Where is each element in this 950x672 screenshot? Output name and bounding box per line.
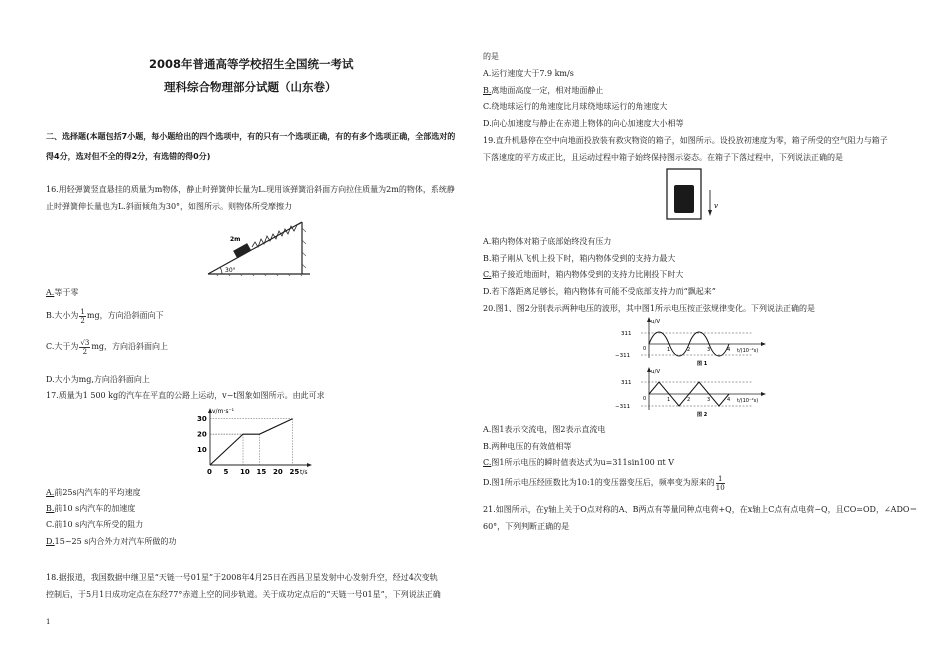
page-number: 1 <box>46 618 51 626</box>
fig2-bottom-label: −311 <box>615 404 631 410</box>
q19-option-a[interactable]: A.箱内物体对箱子底部始终没有压力 <box>483 237 612 246</box>
fig2-caption: 图 2 <box>697 412 708 418</box>
incline-slope <box>208 222 302 274</box>
fig1-y-label: u/V <box>651 319 661 325</box>
q18-option-a[interactable]: A.运行速度大于7.9 km/s <box>483 69 574 78</box>
fig1-x-label: t/(10⁻²s) <box>737 348 759 354</box>
q16-option-a[interactable]: A.等于零 <box>46 288 79 297</box>
x-tick-label: 0 <box>207 468 212 476</box>
velocity-arrow-head <box>708 210 712 216</box>
q17-option-c[interactable]: C.前10 s内汽车所受的阻力 <box>46 520 144 529</box>
guide-lines <box>210 419 293 465</box>
section-heading-line-2: 得4分，选对但不全的得2分，有选错的得0分) <box>46 152 211 161</box>
angle-arc <box>220 268 222 275</box>
y-tick-label: 10 <box>197 446 207 455</box>
q19-stem-line-2: 下落速度的平方成正比，且运动过程中箱子始终保持图示姿态。在箱子下落过程中，下列说法正确的是 <box>483 153 843 162</box>
q16-option-c[interactable]: C.大于为 $\frac{√3}{2}$ mg，方向沿斜面向上 <box>46 338 169 356</box>
fig1-tick-4: 4 <box>727 347 731 353</box>
fig2-x-arrow <box>761 392 766 396</box>
fig1-tick-3: 3 <box>707 347 711 353</box>
y-axis-label: v/m·s⁻¹ <box>212 408 235 415</box>
fig2-x-label: t/(10⁻²s) <box>737 398 759 404</box>
q19-option-b[interactable]: B.箱子刚从飞机上投下时，箱内物体受到的支持力最大 <box>483 254 676 263</box>
q20-option-b[interactable]: B.两种电压的有效值相等 <box>483 442 572 451</box>
q17-stem: 17.质量为1 500 kg的汽车在平直的公路上运动，v−t图象如图所示。由此可求 <box>46 391 325 400</box>
fig1-bottom-label: −311 <box>615 353 631 359</box>
q18-option-c[interactable]: C.绕地球运行的角速度比月球绕地球运行的角速度大 <box>483 102 668 111</box>
q20-option-a[interactable]: A.图1表示交流电，图2表示直流电 <box>483 425 606 434</box>
fig1-x-arrow <box>761 342 766 346</box>
q16-option-d[interactable]: D.大小为mg,方向沿斜面向上 <box>46 375 150 384</box>
q16-stem-line-1: 16.用轻弹簧竖直悬挂的质量为m物体，静止时弹簧伸长量为L.现用该弹簧沿斜面方向拉住质量为2m的物体，系统静 <box>46 185 455 194</box>
section-heading-line-1: 二、选择题(本题包括7小题，每小题给出的四个选项中，有的只有一个选项正确，有的有多个选项正确，全部选对的 <box>46 132 456 141</box>
fig1-caption: 图 1 <box>697 361 708 366</box>
q16-option-b[interactable]: B.大小为 $\frac{1}{2}$ mg，方向沿斜面向下 <box>46 307 164 325</box>
x-axis-arrow <box>307 463 312 467</box>
fig2-origin: 0 <box>643 396 647 402</box>
q17-option-d[interactable]: D.15~25 s内合外力对汽车所做的功 <box>46 537 177 546</box>
q21-stem-line-1: 21.如图所示，在y轴上关于O点对称的A、B两点有等量同种点电荷+Q，在x轴上C点有点电荷−Q，且CO=OD，∠ADO＝ <box>483 505 918 514</box>
fig2-tick-1: 1 <box>667 397 671 403</box>
q18-stem-line-1: 18.据报道，我国数据中继卫星“天链一号01星”于2008年4月25日在西昌卫星发射中心发射升空，经过4次变轨 <box>46 573 438 582</box>
q20-figure-2-triangle <box>613 366 778 418</box>
q18-option-b[interactable]: B.离地面高度一定，相对地面静止 <box>483 86 604 95</box>
x-tick-label: 10 <box>240 468 250 476</box>
y-tick-label: 30 <box>197 415 207 424</box>
q18-stem-line-2: 控制后，于5月1日成功定点在东经77°赤道上空的同步轨道。关于成功定点后的“天链一号01星”，下列说法正确 <box>46 590 441 599</box>
q19-box-figure <box>665 168 725 222</box>
x-tick-label: 5 <box>223 468 229 476</box>
fig2-tick-2: 2 <box>687 397 691 403</box>
x-tick-labels <box>207 468 299 476</box>
fig2-tick-3: 3 <box>707 397 711 403</box>
q19-stem-line-1: 19.直升机悬停在空中向地面投放装有救灾物资的箱子，如图所示。设投放初速度为零，箱子所受的空气阻力与箱子 <box>483 136 888 145</box>
q20-stem: 20.图1、图2分别表示两种电压的波形，其中图1所示电压按正弦规律变化。下列说法正确的是 <box>483 304 815 313</box>
y-tick-label: 20 <box>197 430 207 439</box>
q17-vt-chart <box>196 405 316 477</box>
x-tick-label: 20 <box>273 468 283 476</box>
q16-incline-figure <box>206 218 346 276</box>
fig1-tick-2: 2 <box>687 347 691 353</box>
x-axis-label: t/s <box>300 469 308 476</box>
angle-label: 30° <box>225 267 236 274</box>
fig2-y-label: u/V <box>651 369 661 375</box>
velocity-label: v <box>714 202 718 210</box>
mass-label: 2m <box>230 236 241 243</box>
q17-option-a[interactable]: A.前25s内汽车的平均速度 <box>46 488 141 497</box>
q17-option-b[interactable]: B.前10 s内汽车的加速度 <box>46 504 136 513</box>
q18-stem-line-3: 的是 <box>483 52 499 61</box>
q18-option-d[interactable]: D.向心加速度与静止在赤道上物体的向心加速度大小相等 <box>483 119 684 128</box>
x-tick-label: 25 <box>289 468 300 476</box>
fig2-top-label: 311 <box>621 380 632 386</box>
q16-stem-line-2: 止时弹簧伸长量也为L.斜面倾角为30°，如图所示。则物体所受摩擦力 <box>46 202 293 211</box>
fig1-origin: 0 <box>643 346 647 352</box>
q20-option-d[interactable]: D.图1所示电压经匝数比为10:1的变压器变压后，频率变为原来的 $\frac{1}{10}$ <box>483 474 725 492</box>
fig2-tick-4: 4 <box>727 397 731 403</box>
q20-figure-1-sine <box>613 316 778 366</box>
fig1-top-label: 311 <box>621 331 632 337</box>
q21-stem-line-2: 60°，下列判断正确的是 <box>483 522 570 531</box>
fig1-tick-1: 1 <box>667 347 671 353</box>
x-tick-label: 15 <box>256 468 267 476</box>
title-line-1: 2008年普通高等学校招生全国统一考试 <box>149 57 354 71</box>
q20-option-c[interactable]: C.图1所示电压的瞬时值表达式为u=311sin100 πt V <box>483 458 675 467</box>
q19-option-d[interactable]: D.若下落距离足够长，箱内物体有可能不受底部支持力而“飘起来” <box>483 287 716 296</box>
y-tick-labels <box>197 415 207 454</box>
velocity-series-line <box>210 419 293 465</box>
title-line-2: 理科综合物理部分试题（山东卷） <box>164 80 337 94</box>
box-contents <box>674 185 694 213</box>
q19-option-c[interactable]: C.箱子接近地面时，箱内物体受到的支持力比刚投下时大 <box>483 270 684 279</box>
